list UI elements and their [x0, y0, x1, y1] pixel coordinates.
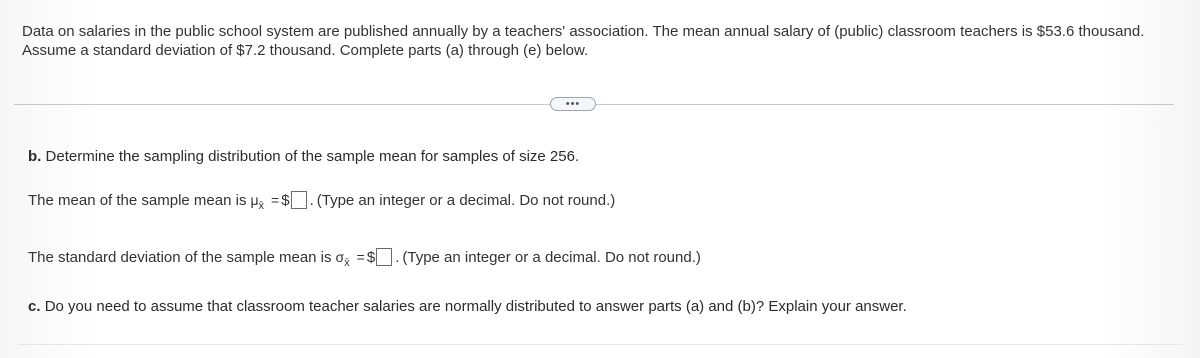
mean-answer-input[interactable] — [291, 191, 307, 209]
sd-prefix-text: The standard deviation of the sample mean is — [28, 248, 332, 266]
sigma-symbol: σ $_{x̄}$ — [335, 249, 350, 269]
period: . — [309, 191, 314, 209]
dollar-sign: $ — [366, 248, 376, 266]
expand-button[interactable]: ••• — [550, 97, 596, 111]
part-c-label: c. — [28, 298, 41, 315]
part-c-text: Do you need to assume that classroom teacher salaries are normally distributed to answer parts (a) and (b)? Explain your answer. — [44, 298, 907, 315]
mean-prefix-text: The mean of the sample mean is — [28, 191, 247, 209]
bottom-divider — [18, 344, 1182, 346]
problem-intro: Data on salaries in the public school system are published annually by a teachers' association. The mean annual salary of (public) classroom teachers is $53.6 thousand. Assume a standard deviation of $7.2 thousand. Complete parts (a) through (e) below. — [22, 23, 1145, 59]
mean-of-sample-mean-row — [28, 191, 616, 212]
part-b-text: Determine the sampling distribution of the sample mean for samples of size 256. — [45, 148, 580, 165]
dollar-sign: $ — [281, 191, 290, 209]
mu-symbol: μ $_{x̄}$ — [250, 192, 265, 212]
mean-hint-text: (Type an integer or a decimal. Do not round.) — [316, 191, 616, 209]
part-b-question — [28, 148, 579, 165]
sd-hint-text: (Type an integer or a decimal. Do not round.) — [402, 248, 701, 266]
period: . — [395, 248, 400, 266]
part-c-question — [28, 298, 907, 315]
equals-sign: = — [271, 192, 280, 208]
sd-answer-input[interactable] — [376, 248, 392, 266]
equals-sign: = — [356, 249, 365, 265]
part-b-label: b. — [28, 148, 42, 165]
section-divider — [14, 96, 1174, 112]
sd-of-sample-mean-row — [28, 248, 701, 269]
